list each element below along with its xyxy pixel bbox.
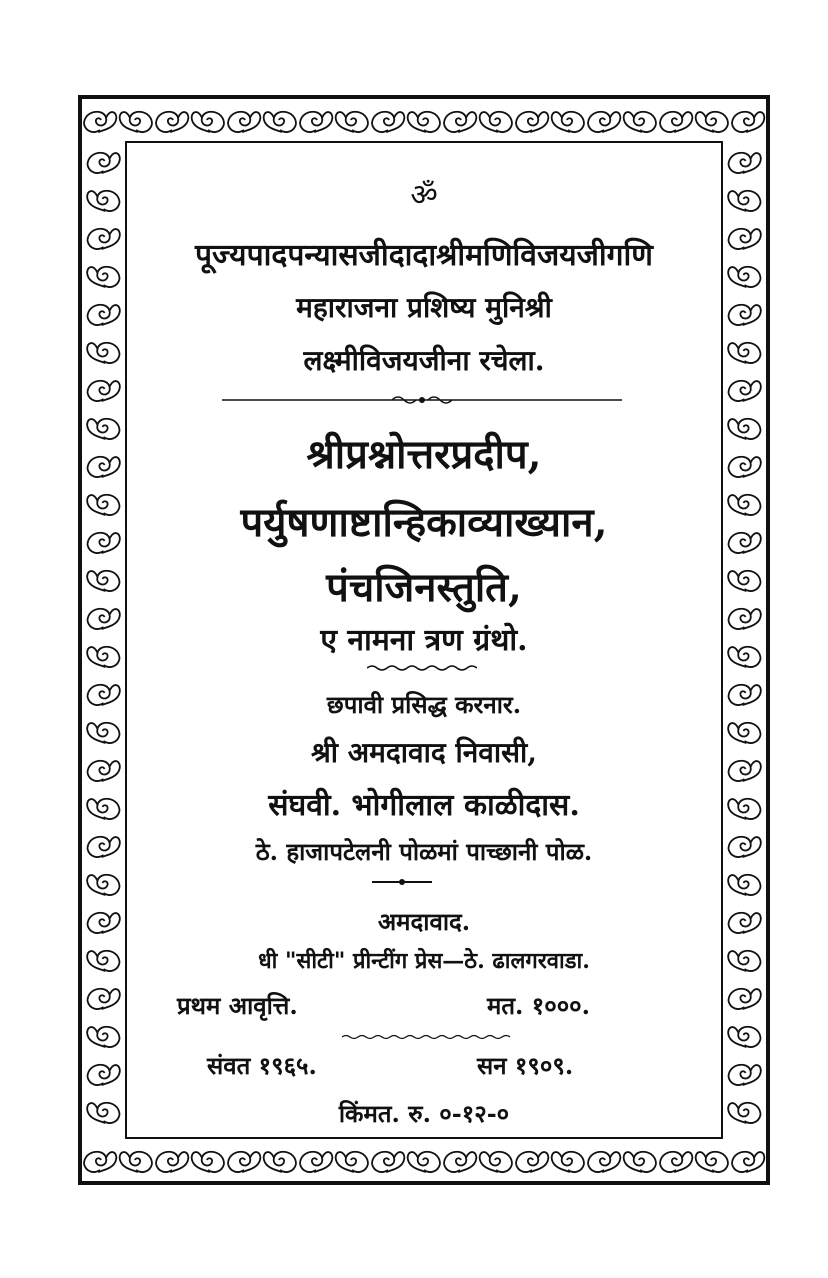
press-line: धी "सीटी" प्रीन्टींग प्रेस—ठे. ढालगरवाडा. <box>258 948 590 974</box>
publisher-residence: श्री अमदावाद निवासी, <box>310 736 538 769</box>
book-title-2: पर्युषणाष्टान्हिकाव्याख्यान, <box>240 499 608 546</box>
ad-year: सन १९०९. <box>477 1051 574 1080</box>
book-title-1: श्रीप्रश्नोत्तरप्रदीप, <box>306 431 542 478</box>
divider-rule-1 <box>222 393 622 407</box>
ornament-band-left <box>82 141 125 1139</box>
author-line-3: लक्ष्मीविजयजीना रचेला. <box>303 344 545 377</box>
ornament-band-top <box>82 99 766 141</box>
divider-rule-4 <box>342 1033 512 1041</box>
title-page-content <box>127 143 721 1137</box>
divider-rule-3 <box>372 878 432 886</box>
author-line-1: पूज्यपादपन्यासजीदादाश्रीमणिविजयजीगणि <box>194 238 653 273</box>
price: किंमत. रु. ०-१२-० <box>338 1099 510 1128</box>
city: अमदावाद. <box>377 907 471 936</box>
publisher-name: संघवी. भोगीलाल काळीदास. <box>268 788 580 823</box>
edition: प्रथम आवृत्ति. <box>177 991 298 1020</box>
book-title-note: ए नामना त्रण ग्रंथो. <box>320 623 528 658</box>
om-symbol: ॐ <box>410 178 438 213</box>
publisher-intro: छपावी प्रसिद्ध करनार. <box>326 690 522 719</box>
publisher-address: ठे. हाजापटेलनी पोळमां पाच्छानी पोळ. <box>255 837 593 866</box>
copies: मत. १०००. <box>487 991 591 1020</box>
author-line-2: महाराजना प्रशिष्य मुनिश्री <box>296 291 552 324</box>
samvat-year: संवत १९६५. <box>207 1051 317 1080</box>
ornament-band-right <box>723 141 766 1139</box>
book-title-3: पंचजिनस्तुति, <box>326 564 522 611</box>
ornament-band-bottom <box>82 1139 766 1181</box>
divider-rule-2 <box>367 663 477 673</box>
